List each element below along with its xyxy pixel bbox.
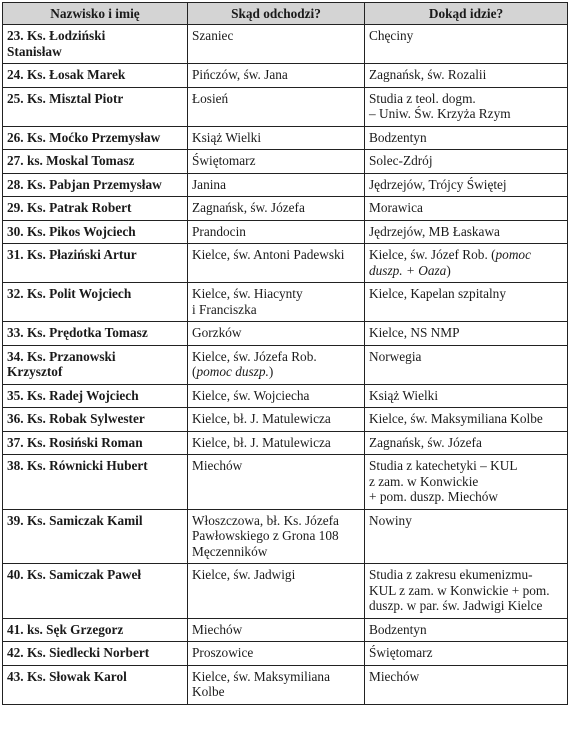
cell-name [3, 665, 188, 704]
cell-name [3, 322, 188, 346]
cell-from-text: Janina [192, 176, 226, 192]
cell-to [365, 455, 568, 510]
cell-name [3, 509, 188, 564]
cell-name [3, 220, 188, 244]
table-row [3, 345, 568, 384]
cell-from [188, 87, 365, 126]
cell-name [3, 64, 188, 88]
table-row [3, 408, 568, 432]
table-row [3, 384, 568, 408]
cell-name [3, 642, 188, 666]
cell-name [3, 408, 188, 432]
cell-from-text: Kielce, św. Jadwigi [192, 567, 296, 582]
table-row [3, 618, 568, 642]
cell-to [365, 64, 568, 88]
cell-to [365, 25, 568, 64]
cell-to [365, 322, 568, 346]
cell-from-text: Prandocin [192, 223, 246, 239]
cell-to-text: Miechów [369, 668, 420, 684]
cell-from [188, 408, 365, 432]
table-row [3, 244, 568, 283]
cell-from [188, 244, 365, 283]
cell-name [3, 283, 188, 322]
cell-to-text: Morawica [369, 200, 423, 215]
name-text: 37. Ks. Rosiński Roman [7, 434, 143, 450]
cell-from-text: Miechów [192, 621, 243, 637]
cell-from-note: pomoc duszp. [196, 364, 269, 379]
cell-from [188, 64, 365, 88]
cell-name [3, 618, 188, 642]
table-row [3, 173, 568, 197]
cell-from [188, 173, 365, 197]
cell-from [188, 197, 365, 221]
cell-to-text: Kielce, św. Józef Rob. ( [369, 247, 496, 262]
cell-to [365, 408, 568, 432]
cell-to-text: Świętomarz [369, 645, 433, 660]
name-text: 39. Ks. Samiczak Kamil [7, 512, 143, 528]
cell-to-text: Nowiny [369, 512, 412, 528]
cell-to [365, 564, 568, 619]
cell-from-text: Szaniec [192, 28, 234, 43]
cell-to-text: Bodzentyn [369, 621, 427, 637]
cell-from-text: Kielce, św. Hiacynty i Franciszka [192, 286, 303, 317]
cell-to [365, 197, 568, 221]
cell-to [365, 345, 568, 384]
cell-to [365, 126, 568, 150]
column-header-name: Nazwisko i imię [3, 3, 188, 25]
table-row [3, 564, 568, 619]
cell-from [188, 564, 365, 619]
table-row [3, 431, 568, 455]
name-text: 31. Ks. Płaziński Artur [7, 247, 137, 262]
cell-to-text: Solec-Zdrój [369, 153, 433, 168]
cell-from-text: Zagnańsk, św. Józefa [192, 200, 305, 215]
cell-from [188, 25, 365, 64]
cell-to-text: Kielce, Kapelan szpitalny [369, 286, 506, 301]
cell-name [3, 150, 188, 174]
cell-to [365, 431, 568, 455]
name-text: 28. Ks. Pabjan Przemysław [7, 176, 162, 192]
cell-name [3, 431, 188, 455]
cell-to [365, 618, 568, 642]
table-row [3, 126, 568, 150]
name-text: 43. Ks. Słowak Karol [7, 668, 127, 684]
cell-from-text: Kielce, bł. J. Matulewicza [192, 434, 331, 450]
cell-to-text: Książ Wielki [369, 387, 439, 403]
cell-to [365, 665, 568, 704]
cell-name [3, 25, 188, 64]
cell-from-text: Pińczów, św. Jana [192, 67, 288, 82]
cell-to-text: Bodzentyn [369, 129, 427, 145]
table-row [3, 509, 568, 564]
name-text: 27. ks. Moskal Tomasz [7, 153, 135, 168]
cell-from-text: Łosień [192, 90, 229, 106]
cell-from-text: Kielce, św. Wojciecha [192, 387, 310, 403]
table-header-row [3, 3, 568, 25]
table-row [3, 64, 568, 88]
cell-from [188, 455, 365, 510]
cell-from [188, 126, 365, 150]
name-text: 36. Ks. Robak Sylwester [7, 411, 145, 426]
cell-from-text: Książ Wielki [192, 129, 262, 145]
name-text: 26. Ks. Moćko Przemysław [7, 129, 161, 145]
cell-to-note: pomoc duszp. + Oaza [369, 247, 531, 278]
cell-to [365, 150, 568, 174]
cell-from-text: Świętomarz [192, 153, 256, 168]
name-text: 24. Ks. Łosak Marek [7, 67, 126, 82]
table-row [3, 220, 568, 244]
cell-from-text: Gorzków [192, 325, 242, 340]
cell-name [3, 455, 188, 510]
cell-name [3, 87, 188, 126]
cell-name [3, 197, 188, 221]
table-row [3, 150, 568, 174]
cell-from-text: Kielce, św. Antoni Padewski [192, 247, 345, 262]
cell-from [188, 220, 365, 244]
cell-name [3, 564, 188, 619]
table-row [3, 642, 568, 666]
cell-from [188, 431, 365, 455]
column-header-from: Skąd odchodzi? [188, 3, 365, 25]
cell-to [365, 384, 568, 408]
cell-to-text: Studia z teol. dogm. – Uniw. Św. Krzyża Rzym [369, 90, 511, 121]
name-text: 32. Ks. Polit Wojciech [7, 286, 132, 301]
name-text: 25. Ks. Misztal Piotr [7, 90, 124, 106]
name-text: 29. Ks. Patrak Robert [7, 200, 132, 215]
table-row [3, 283, 568, 322]
cell-to-text: Zagnańsk, św. Rozalii [369, 67, 487, 82]
table-row [3, 455, 568, 510]
priest-transfers-table [2, 2, 568, 705]
cell-from [188, 384, 365, 408]
cell-from-text: Proszowice [192, 645, 254, 660]
cell-to [365, 244, 568, 283]
cell-to [365, 220, 568, 244]
cell-from [188, 345, 365, 384]
cell-to [365, 87, 568, 126]
cell-to-suffix: ) [446, 262, 451, 278]
cell-from-suffix: ) [268, 364, 274, 379]
cell-to-text: Jędrzejów, MB Łaskawa [369, 223, 500, 239]
cell-to-text: Kielce, św. Maksymiliana Kolbe [369, 411, 543, 426]
name-text: 41. ks. Sęk Grzegorz [7, 621, 124, 637]
cell-from [188, 642, 365, 666]
cell-to-text: Zagnańsk, św. Józefa [369, 434, 482, 450]
cell-name [3, 384, 188, 408]
cell-to [365, 173, 568, 197]
cell-name [3, 345, 188, 384]
cell-from-text: Kielce, św. Józefa Rob. ( [192, 348, 317, 379]
name-text: 35. Ks. Radej Wojciech [7, 387, 139, 403]
table-row [3, 197, 568, 221]
cell-name [3, 126, 188, 150]
cell-from-text: Kielce, bł. J. Matulewicza [192, 411, 331, 426]
cell-to-text: Norwegia [369, 348, 422, 364]
cell-from [188, 618, 365, 642]
cell-name [3, 244, 188, 283]
cell-from-text: Włoszczowa, bł. Ks. Józefa Pawłowskiego z Grona 108 Męczenników [192, 512, 339, 559]
name-text: 33. Ks. Prędotka Tomasz [7, 325, 148, 340]
cell-from [188, 665, 365, 704]
cell-to [365, 283, 568, 322]
cell-from-text: Miechów [192, 458, 243, 473]
cell-to-text: Jędrzejów, Trójcy Świętej [369, 176, 507, 192]
table-body [3, 25, 568, 705]
name-text: 40. Ks. Samiczak Paweł [7, 567, 142, 582]
name-text: 38. Ks. Równicki Hubert [7, 458, 148, 473]
name-text: 42. Ks. Siedlecki Norbert [7, 645, 150, 660]
cell-from-text: Kielce, św. Maksymiliana Kolbe [192, 668, 330, 699]
cell-to-text: Chęciny [369, 28, 414, 43]
cell-from [188, 150, 365, 174]
table-row [3, 25, 568, 64]
table-row [3, 87, 568, 126]
column-header-to: Dokąd idzie? [365, 3, 568, 25]
table-row [3, 665, 568, 704]
cell-from [188, 509, 365, 564]
cell-to-text: Studia z zakresu ekumenizmu- KUL z zam. w Konwickie + pom. duszp. w par. św. Jadwigi Kielce [369, 567, 550, 613]
cell-from [188, 283, 365, 322]
name-text: 23. Ks. Łodziński Stanisław [7, 28, 106, 59]
name-text: 34. Ks. Przanowski Krzysztof [7, 348, 116, 379]
cell-from [188, 322, 365, 346]
table-row [3, 322, 568, 346]
cell-name [3, 173, 188, 197]
name-text: 30. Ks. Pikos Wojciech [7, 223, 136, 239]
cell-to [365, 642, 568, 666]
cell-to-text: Kielce, NS NMP [369, 325, 460, 340]
cell-to [365, 509, 568, 564]
cell-to-text: Studia z katechetyki – KUL z zam. w Konwickie + pom. duszp. Miechów [369, 458, 518, 504]
